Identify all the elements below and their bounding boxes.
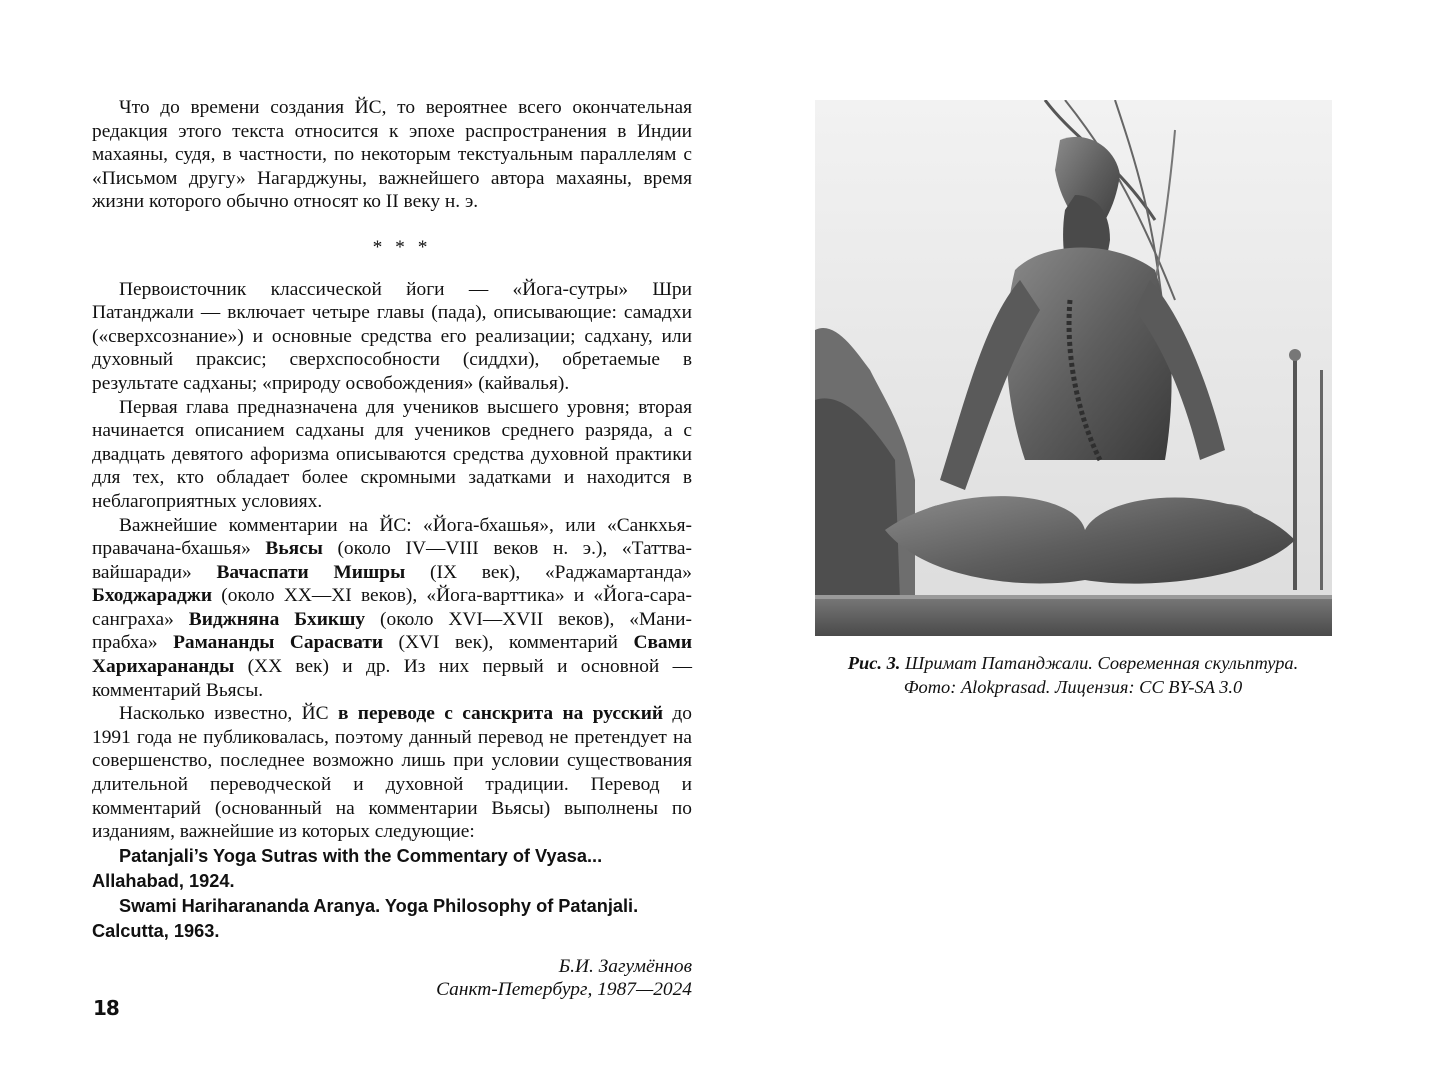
bibliography-entry-2: Swami Hariharananda Aranya. Yoga Philosophy of Patanjali. Calcutta, 1963.: [92, 896, 639, 942]
paragraph-translation: [92, 702, 692, 844]
figure-caption: [820, 651, 1326, 699]
commentator-name: Свами Харихарананды: [92, 632, 692, 678]
commentator-name: Вьясы: [265, 538, 323, 560]
emphasis-translation: в переводе с санскрита на русский: [337, 703, 664, 725]
text-run: (XVI век), комментарий: [383, 632, 634, 654]
text-run: (около XX—XI веков), «Йога-варттика» и «Йога-сара-санграха»: [92, 585, 692, 630]
paragraph-chapters: Первая глава предназначена для учеников высшего уровня; вторая начинается описанием садханы для учеников среднего разряда, а с двадцать девятого афоризма описываются средства духовной практики для тех, кто обладает более скромными задатками и находится в неблагоприятных условиях.: [92, 396, 692, 512]
left-page: [92, 96, 692, 1002]
sculpture-photo-icon: [815, 100, 1332, 636]
text-run: до 1991 года не публиковалась, поэтому данный перевод не претендует на совершенство, последнее возможно лишь при условии существования длительной переводческой и духовной традиции. Перевод и комментарий (основанный на комментарии Вьясы) выполнены по изданиям, важнейшие из которых следующие:: [92, 703, 692, 843]
text-run: Насколько известно, ЙС: [119, 703, 338, 725]
text-run: (около XVI—XVII веков), «Мани-прабха»: [92, 608, 693, 654]
paragraph-commentaries: [92, 514, 692, 703]
commentator-name: Виджняна Бхикшу: [188, 608, 366, 630]
caption-title: Шримат Патанджали. Современная скульптура.: [900, 653, 1299, 673]
caption-line-2: Фото: Alokprasad. Лицензия: CC BY-SA 3.0: [903, 677, 1243, 697]
text-run: (IX век), «Раджамартанда»: [405, 561, 692, 583]
bibliography-entry-1: Patanjali’s Yoga Sutras with the Commentary of Vyasa... Allahabad, 1924.: [92, 845, 603, 892]
text-run: (около IV—VIII веков н. э.), «Таттва-вайшаради»: [92, 538, 692, 583]
text-run: Важнейшие комментарии на ЙС: «Йога-бхашья», или «Санкхья-правачана-бхашья»: [92, 514, 692, 560]
caption-label: Рис. 3.: [847, 653, 901, 673]
commentator-name: Вачаспати Мишры: [216, 561, 406, 583]
section-separator: * * *: [372, 236, 432, 258]
paragraph-dating: Что до времени создания ЙС, то вероятнее всего окончательная редакция этого текста относится к эпохе распространения в Индии махаяны, судя, в частности, по некоторым текстуальным параллелям с «Письмом другу» Нагарджуны, важнейшего автора махаяны, время жизни которого обычно относят ко II веку н. э.: [92, 97, 692, 213]
commentator-name: Бходжараджи: [92, 585, 212, 607]
page-number: 18: [93, 996, 119, 1020]
figure-sculpture-photo: [815, 100, 1332, 636]
signature-author: Б.И. Загумённов: [558, 955, 692, 977]
text-run: (XX век) и др. Из них первый и основной — комментарий Вьясы.: [92, 656, 692, 701]
paragraph-source: Первоисточник классической йоги — «Йога-сутры» Шри Патанджали — включает четыре главы (пада), описывающие: самадхи («сверхсознание») и основные средства его реализации; садхану, или духовный праксис; сверхспособности (сиддхи), обретаемые в результате садханы; «природу освобождения» (кайвалья).: [92, 278, 692, 394]
signature-place-date: Санкт-Петербург, 1987—2024: [436, 979, 692, 1001]
signature-block: [92, 955, 692, 1002]
commentator-name: Рамананды Сарасвати: [173, 632, 384, 654]
caption-line-1: [820, 651, 1326, 675]
